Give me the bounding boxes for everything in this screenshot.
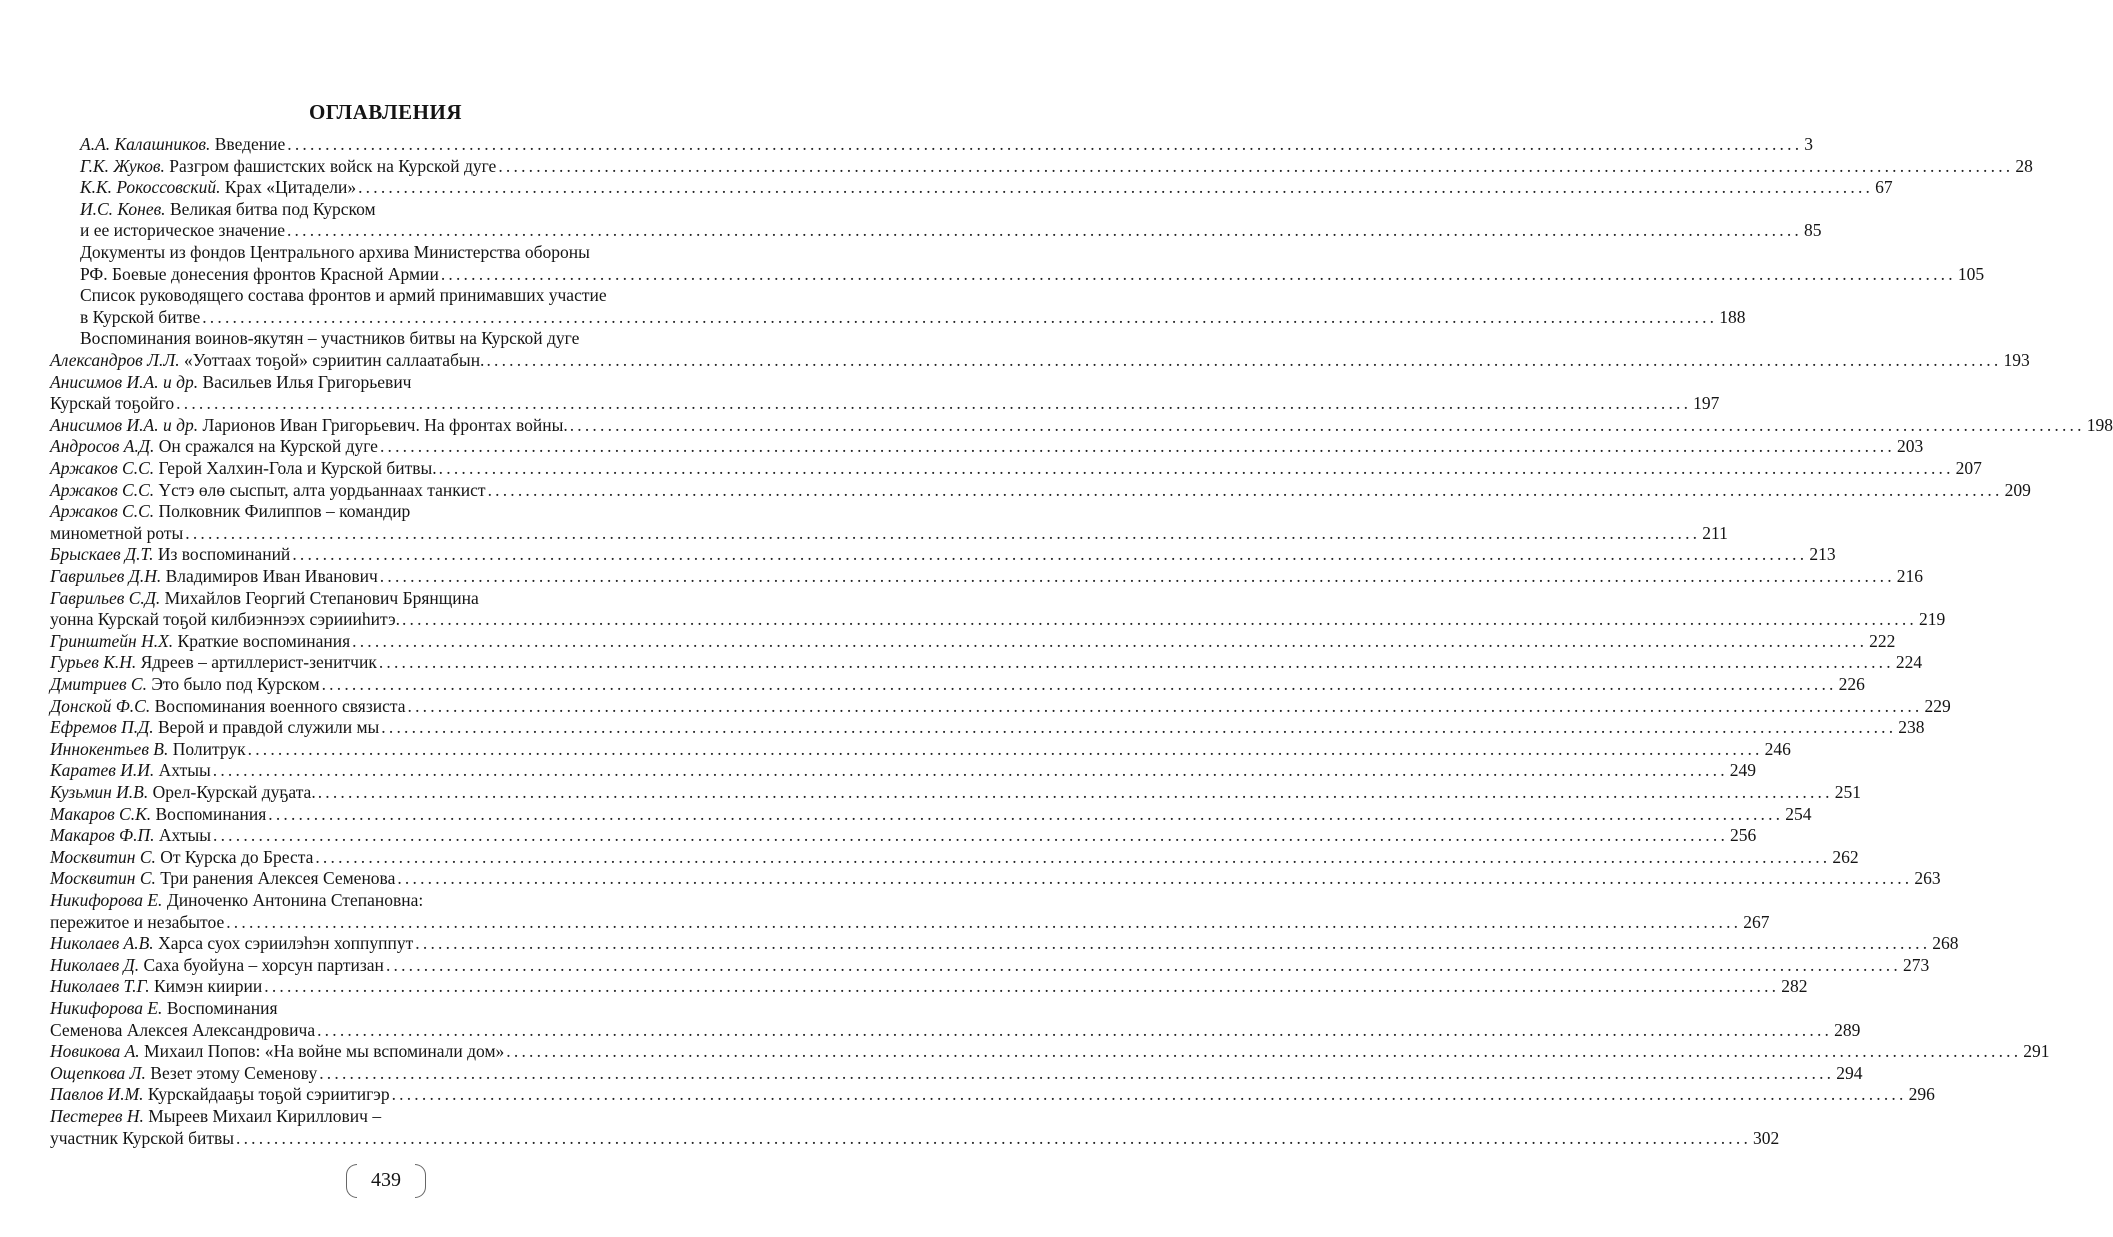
toc-entry-line bbox=[80, 198, 683, 220]
toc-title: Кимэн киирии bbox=[149, 976, 263, 996]
toc-author: Москвитин С. bbox=[50, 847, 156, 867]
toc-title: Из воспоминаний bbox=[153, 544, 291, 564]
toc-author: Павлов И.М. bbox=[50, 1084, 144, 1104]
toc-entry-line bbox=[50, 695, 1951, 717]
toc-leader-dots: ........................................................................................................................................................................................................ bbox=[236, 1128, 1752, 1148]
toc-title: Владимиров Иван Иванович bbox=[161, 566, 378, 586]
toc-leader-dots: ........................................................................................................................................................................................................ bbox=[317, 782, 1833, 802]
toc-leader-dots: ........................................................................................................................................................................................................ bbox=[264, 976, 1780, 996]
toc-entry-line bbox=[50, 457, 1982, 479]
toc-title: Мыреев Михаил Кириллович – bbox=[143, 1106, 382, 1126]
toc-entry-line bbox=[50, 716, 1925, 738]
toc-page-number: 267 bbox=[1743, 912, 1770, 932]
toc-page-number: 238 bbox=[1898, 717, 1925, 737]
toc-author: Ощепкова Л. bbox=[50, 1063, 146, 1083]
toc-page-number: 203 bbox=[1896, 436, 1924, 456]
toc-entry-line bbox=[50, 1105, 683, 1127]
toc-leader-dots: ........................................................................................................................................................................................................ bbox=[506, 1041, 2022, 1061]
toc-leader-dots: ........................................................................................................................................................................................................ bbox=[440, 264, 1956, 284]
toc-title: РФ. Боевые донесения фронтов Красной Армии bbox=[80, 264, 439, 284]
toc-title: и ее историческое значение bbox=[80, 220, 285, 240]
toc-author: Гаврильев С.Д. bbox=[50, 588, 161, 608]
toc-page-number: 85 bbox=[1803, 220, 1822, 240]
toc-entry-line bbox=[80, 241, 683, 263]
toc-title: участник Курской битвы bbox=[50, 1128, 235, 1148]
toc-entry-line bbox=[80, 306, 1746, 328]
toc-leader-dots: ........................................................................................................................................................................................................ bbox=[321, 674, 1837, 694]
toc-leader-dots: ........................................................................................................................................................................................................ bbox=[176, 393, 1692, 413]
toc-leader-dots: ........................................................................................................................................................................................................ bbox=[202, 307, 1718, 327]
toc-author: Анисимов И.А. и др. bbox=[50, 415, 199, 435]
toc-entry-line bbox=[50, 867, 1941, 889]
toc-entry-line bbox=[50, 651, 1923, 673]
toc-page-number: 213 bbox=[1809, 544, 1836, 564]
toc-title: Саха буойуна – хорсун партизан bbox=[139, 955, 384, 975]
toc-author: Аржаков С.С. bbox=[50, 458, 155, 478]
toc-title: в Курской битве bbox=[80, 307, 201, 327]
toc-leader-dots: ........................................................................................................................................................................................................ bbox=[213, 825, 1729, 845]
toc-author: Гринштейн Н.Х. bbox=[50, 631, 174, 651]
toc-page-number: 197 bbox=[1693, 393, 1720, 413]
toc-title: Введение bbox=[210, 134, 286, 154]
left-bracket-decoration bbox=[346, 1164, 357, 1198]
toc-entry-line bbox=[80, 284, 683, 306]
toc-title: Харса суох сэриилэһэн хоппуппут bbox=[153, 933, 414, 953]
toc-title: Ахтыы bbox=[154, 760, 211, 780]
toc-leader-dots: ........................................................................................................................................................................................................ bbox=[407, 696, 1923, 716]
toc-author: Никифорова Е. bbox=[50, 998, 163, 1018]
toc-leader-dots: ........................................................................................................................................................................................................ bbox=[401, 609, 1917, 629]
toc-entry-line bbox=[50, 889, 683, 911]
toc-page-number: 211 bbox=[1702, 523, 1728, 543]
toc-author: Аржаков С.С. bbox=[50, 501, 155, 521]
toc-author: А.А. Калашников. bbox=[80, 134, 211, 154]
toc-title: Михаил Попов: «На войне мы вспоминали дом» bbox=[139, 1041, 505, 1061]
toc-page-number: 263 bbox=[1914, 868, 1941, 888]
toc-page-number: 254 bbox=[1785, 804, 1812, 824]
toc-leader-dots: ........................................................................................................................................................................................................ bbox=[358, 177, 1874, 197]
toc-page-number: 105 bbox=[1957, 264, 1985, 284]
toc-entry-line bbox=[50, 1040, 2050, 1062]
toc-leader-dots: ........................................................................................................................................................................................................ bbox=[378, 652, 1894, 672]
toc-entry-line bbox=[80, 155, 2033, 177]
page-title: ОГЛАВЛЕНИЯ bbox=[308, 100, 463, 124]
toc-page-number: 222 bbox=[1869, 631, 1896, 651]
toc-author: Новикова А. bbox=[50, 1041, 140, 1061]
toc-leader-dots: ........................................................................................................................................................................................................ bbox=[287, 134, 1803, 154]
toc-page-number: 216 bbox=[1896, 566, 1924, 586]
toc-leader-dots: ........................................................................................................................................................................................................ bbox=[397, 868, 1913, 888]
toc-author: Ефремов П.Д. bbox=[50, 717, 154, 737]
toc-entry-line bbox=[50, 932, 1959, 954]
toc-page-number: 209 bbox=[2004, 480, 2031, 500]
toc-author: Гурьев К.Н. bbox=[50, 652, 137, 672]
toc-author: Каратев И.И. bbox=[50, 760, 155, 780]
toc-author: Андросов А.Д. bbox=[50, 436, 155, 456]
toc-page-number: 268 bbox=[1932, 933, 1959, 953]
toc-title: Курскайдааҕы тоҕой сэриитигэр bbox=[143, 1084, 390, 1104]
toc-entry-line bbox=[50, 543, 1836, 565]
toc-title: Везет этому Семенову bbox=[145, 1063, 318, 1083]
toc-title: Михайлов Георгий Степанович Брянщина bbox=[160, 588, 479, 608]
toc-entry-line bbox=[50, 522, 1728, 544]
toc-leader-dots: ........................................................................................................................................................................................................ bbox=[379, 566, 1895, 586]
toc-page-number: 302 bbox=[1753, 1128, 1780, 1148]
toc-author: Донской Ф.С. bbox=[50, 696, 151, 716]
toc-entry-line bbox=[50, 911, 1770, 933]
toc-leader-dots: ........................................................................................................................................................................................................ bbox=[317, 1020, 1833, 1040]
toc-entry-line bbox=[50, 846, 1859, 868]
toc-leader-dots: ........................................................................................................................................................................................................ bbox=[212, 760, 1728, 780]
toc-entry-line bbox=[50, 954, 1930, 976]
toc-entry-line bbox=[80, 176, 1893, 198]
toc-title: От Курска до Бреста bbox=[155, 847, 314, 867]
toc-entry-line bbox=[50, 759, 1757, 781]
toc-leader-dots: ........................................................................................................................................................................................................ bbox=[185, 523, 1701, 543]
toc-leader-dots: ........................................................................................................................................................................................................ bbox=[319, 1063, 1835, 1083]
toc-leader-dots: ........................................................................................................................................................................................................ bbox=[247, 739, 1763, 759]
toc-leader-dots: ........................................................................................................................................................................................................ bbox=[486, 350, 2002, 370]
toc-title: «Уоттаах тоҕой» сэриитин саллаатабын. bbox=[179, 350, 485, 370]
toc-entry-line bbox=[50, 630, 1896, 652]
toc-author: Дмитриев С. bbox=[50, 674, 147, 694]
toc-page-number: 296 bbox=[1908, 1084, 1935, 1104]
toc-title: Политрук bbox=[168, 739, 246, 759]
toc-title: Семенова Алексея Александровича bbox=[50, 1020, 316, 1040]
toc-title: пережитое и незабытое bbox=[50, 912, 225, 932]
toc-entry-line bbox=[50, 975, 1808, 997]
toc-entry-line bbox=[50, 435, 1924, 457]
toc-page-number: 291 bbox=[2023, 1041, 2050, 1061]
toc-entry-line bbox=[50, 587, 683, 609]
toc-title: Список руководящего состава фронтов и армий принимавших участие bbox=[80, 285, 607, 305]
toc-title: Воспоминания воинов-якутян – участников битвы на Курской дуге bbox=[80, 328, 580, 348]
toc-page-number: 224 bbox=[1895, 652, 1923, 672]
toc-author: Гаврильев Д.Н. bbox=[50, 566, 162, 586]
toc-entry-line bbox=[50, 414, 2113, 436]
toc-entry-line bbox=[50, 392, 1720, 414]
toc-entry-line bbox=[50, 1019, 1861, 1041]
toc-page-number: 219 bbox=[1918, 609, 1946, 629]
page-number: 439 bbox=[371, 1169, 401, 1191]
toc-title: уонна Курскай тоҕой килбиэннээх сэриииһитэ. bbox=[50, 609, 400, 629]
toc-title: Курскай тоҕойго bbox=[50, 393, 175, 413]
toc-page-number: 28 bbox=[2015, 156, 2033, 176]
toc-title: Ахтыы bbox=[154, 825, 212, 845]
toc-entry-line bbox=[50, 824, 1757, 846]
toc-page-number: 229 bbox=[1924, 696, 1951, 716]
toc-page-number: 289 bbox=[1834, 1020, 1861, 1040]
toc-author: К.К. Рокоссовский. bbox=[80, 177, 221, 197]
toc-entry-line bbox=[80, 327, 683, 349]
toc-entry-line bbox=[50, 1083, 1935, 1105]
toc-entry-line bbox=[50, 1062, 1863, 1084]
toc-title: Документы из фондов Центрального архива Министерства обороны bbox=[80, 242, 590, 262]
toc-author: Пестерев Н. bbox=[50, 1106, 144, 1126]
toc-title: Полковник Филиппов – командир bbox=[154, 501, 411, 521]
toc-leader-dots: ........................................................................................................................................................................................................ bbox=[292, 544, 1808, 564]
toc-entry-line bbox=[50, 608, 1946, 630]
toc-title: Воспоминания bbox=[162, 998, 278, 1018]
toc-leader-dots: ........................................................................................................................................................................................................ bbox=[379, 436, 1895, 456]
toc-title: Верой и правдой служили мы bbox=[153, 717, 380, 737]
toc-title: Диноченко Антонина Степановна: bbox=[162, 890, 424, 910]
right-bracket-decoration bbox=[415, 1164, 426, 1198]
toc-page-number: 249 bbox=[1729, 760, 1757, 780]
toc-page-number: 282 bbox=[1781, 976, 1808, 996]
toc-title: Воспоминания bbox=[151, 804, 267, 824]
toc-title: Воспоминания военного связиста bbox=[150, 696, 406, 716]
toc-title: Ядреев – артиллерист-зенитчик bbox=[136, 652, 377, 672]
toc-entry-line bbox=[80, 263, 1985, 285]
toc-author: Макаров С.К. bbox=[50, 804, 152, 824]
toc-page-number: 67 bbox=[1875, 177, 1893, 197]
toc-author: Александров Л.Л. bbox=[50, 350, 180, 370]
toc-page-number: 273 bbox=[1902, 955, 1930, 975]
toc-title: Великая битва под Курском bbox=[165, 199, 376, 219]
toc-title: Это было под Курском bbox=[146, 674, 320, 694]
toc-author: Москвитин С. bbox=[50, 868, 156, 888]
toc-author: Николаев А.В. bbox=[50, 933, 154, 953]
toc-title: Васильев Илья Григорьевич bbox=[198, 372, 412, 392]
toc-page-number: 207 bbox=[1955, 458, 1982, 478]
toc-page-number: 193 bbox=[2003, 350, 2030, 370]
toc-author: Г.К. Жуков. bbox=[80, 156, 165, 176]
toc-page-number: 246 bbox=[1764, 739, 1791, 759]
toc-leader-dots: ........................................................................................................................................................................................................ bbox=[385, 955, 1901, 975]
toc-title: Краткие воспоминания bbox=[173, 631, 351, 651]
toc-title: Три ранения Алексея Семенова bbox=[155, 868, 396, 888]
toc-entry-line bbox=[50, 349, 2030, 371]
toc-title: Разгром фашистских войск на Курской дуге bbox=[164, 156, 497, 176]
toc-author: Брыскаев Д.Т. bbox=[50, 544, 154, 564]
toc-entry-line bbox=[50, 781, 1861, 803]
toc-entry-line bbox=[50, 565, 1924, 587]
toc-title: Он сражался на Курской дуге bbox=[154, 436, 378, 456]
toc-leader-dots: ........................................................................................................................................................................................................ bbox=[415, 933, 1931, 953]
toc-page-number: 188 bbox=[1719, 307, 1746, 327]
toc-page-number: 3 bbox=[1804, 134, 1814, 154]
toc-page-number: 256 bbox=[1730, 825, 1757, 845]
toc-title: Крах «Цитадели» bbox=[220, 177, 357, 197]
toc-entry-line bbox=[50, 500, 683, 522]
toc-entry-line bbox=[50, 479, 2031, 501]
toc-leader-dots: ........................................................................................................................................................................................................ bbox=[286, 220, 1802, 240]
toc-entry-line bbox=[80, 133, 1814, 155]
toc-leader-dots: ........................................................................................................................................................................................................ bbox=[569, 415, 2085, 435]
toc-leader-dots: ........................................................................................................................................................................................................ bbox=[487, 480, 2003, 500]
page-number-badge bbox=[340, 1160, 432, 1200]
toc-entry-line bbox=[50, 738, 1791, 760]
toc-title: Герой Халхин-Гола и Курской битвы. bbox=[154, 458, 437, 478]
toc-author: Анисимов И.А. и др. bbox=[50, 372, 199, 392]
toc-page-number: 226 bbox=[1838, 674, 1865, 694]
toc-leader-dots: ........................................................................................................................................................................................................ bbox=[391, 1084, 1907, 1104]
toc-leader-dots: ........................................................................................................................................................................................................ bbox=[352, 631, 1868, 651]
toc-entry-line bbox=[80, 219, 1822, 241]
toc-page-number: 251 bbox=[1834, 782, 1861, 802]
toc-title: Үстэ өлө сыспыт, алта уордьаннаах танкист bbox=[154, 480, 486, 500]
toc-leader-dots: ........................................................................................................................................................................................................ bbox=[438, 458, 1954, 478]
toc-title: минометной роты bbox=[50, 523, 184, 543]
toc-page-number: 294 bbox=[1836, 1063, 1863, 1083]
toc-author: И.С. Конев. bbox=[80, 199, 166, 219]
toc-page-number: 198 bbox=[2086, 415, 2113, 435]
toc-author: Николаев Д. bbox=[50, 955, 140, 975]
toc-entry-line bbox=[50, 371, 683, 393]
toc-author: Макаров Ф.П. bbox=[50, 825, 155, 845]
toc-author: Иннокентьев В. bbox=[50, 739, 169, 759]
toc-title: Орел-Курскай дуҕата. bbox=[148, 782, 316, 802]
toc-leader-dots: ........................................................................................................................................................................................................ bbox=[268, 804, 1784, 824]
toc-entry-line bbox=[50, 803, 1812, 825]
toc-page-number: 262 bbox=[1832, 847, 1859, 867]
toc-title: Ларионов Иван Григорьевич. На фронтах войны. bbox=[198, 415, 568, 435]
toc-author: Кузьмин И.В. bbox=[50, 782, 149, 802]
toc-leader-dots: ........................................................................................................................................................................................................ bbox=[498, 156, 2014, 176]
toc-author: Николаев Т.Г. bbox=[50, 976, 150, 996]
toc-leader-dots: ........................................................................................................................................................................................................ bbox=[226, 912, 1742, 932]
toc-leader-dots: ........................................................................................................................................................................................................ bbox=[315, 847, 1831, 867]
toc-entry-line bbox=[50, 673, 1865, 695]
toc-leader-dots: ........................................................................................................................................................................................................ bbox=[381, 717, 1897, 737]
toc-entry-line bbox=[50, 1127, 1780, 1149]
toc-entry-line bbox=[50, 997, 683, 1019]
toc-author: Никифорова Е. bbox=[50, 890, 163, 910]
toc-author: Аржаков С.С. bbox=[50, 480, 155, 500]
